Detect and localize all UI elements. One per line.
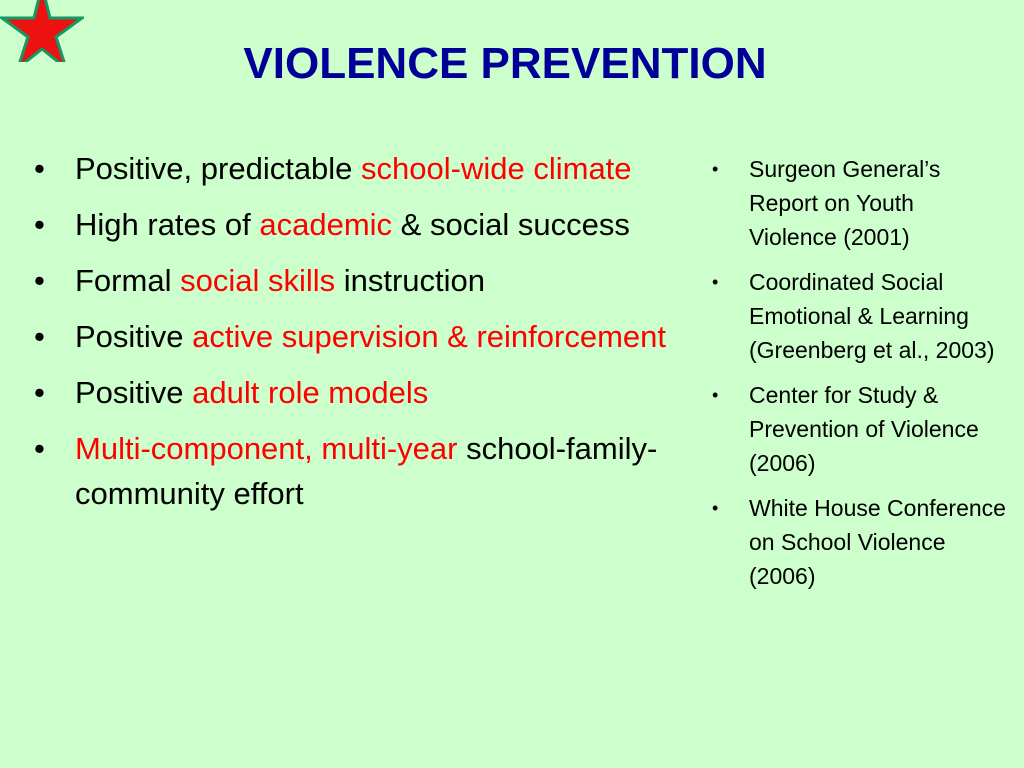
bullet-text: Positive, predictable bbox=[75, 151, 362, 186]
slide-title: VIOLENCE PREVENTION bbox=[243, 39, 767, 88]
reference-text: White House Conference on School Violence (2006) bbox=[749, 495, 1006, 589]
highlight-text: social skills bbox=[180, 263, 336, 298]
bullet-text: instruction bbox=[335, 263, 486, 298]
bullet-text: Positive bbox=[75, 375, 193, 410]
list-item: • Formal social skills instruction bbox=[34, 263, 486, 298]
bullet-text: High rates of bbox=[75, 207, 260, 242]
reference-item: • White House Conference on School Violence (2006) bbox=[712, 495, 1006, 589]
list-item: • High rates of academic & social success bbox=[34, 207, 630, 242]
reference-list bbox=[708, 152, 1008, 604]
reference-item: • Coordinated Social Emotional & Learning (Greenberg et al., 2003) bbox=[712, 269, 995, 363]
main-bullet-list bbox=[30, 146, 680, 527]
highlight-text: school-wide climate bbox=[361, 151, 632, 186]
list-item: • Positive active supervision & reinforcement bbox=[34, 319, 666, 354]
bullet-text: Positive bbox=[75, 319, 193, 354]
reference-text: Surgeon General’s Report on Youth Violence (2001) bbox=[749, 156, 941, 250]
bullet-text: & social success bbox=[392, 207, 630, 242]
list-item: • Multi-component, multi-year school-family-community effort bbox=[34, 431, 658, 511]
highlight-text: academic bbox=[259, 207, 393, 242]
reference-item: • Center for Study & Prevention of Violence (2006) bbox=[712, 382, 979, 476]
highlight-text: Multi-component, multi-year bbox=[75, 431, 458, 466]
list-item: • Positive adult role models bbox=[34, 375, 429, 410]
bullet-text: Formal bbox=[75, 263, 181, 298]
highlight-text: adult role models bbox=[192, 375, 429, 410]
highlight-text: active supervision & reinforcement bbox=[192, 319, 666, 354]
reference-item: • Surgeon General’s Report on Youth Violence (2001) bbox=[712, 156, 941, 250]
reference-text: Center for Study & Prevention of Violence (2006) bbox=[749, 382, 979, 476]
list-item: • Positive, predictable school-wide climate bbox=[34, 151, 632, 186]
bullet-text: school-family-community effort bbox=[75, 431, 658, 511]
reference-text: Coordinated Social Emotional & Learning (Greenberg et al., 2003) bbox=[749, 269, 995, 363]
